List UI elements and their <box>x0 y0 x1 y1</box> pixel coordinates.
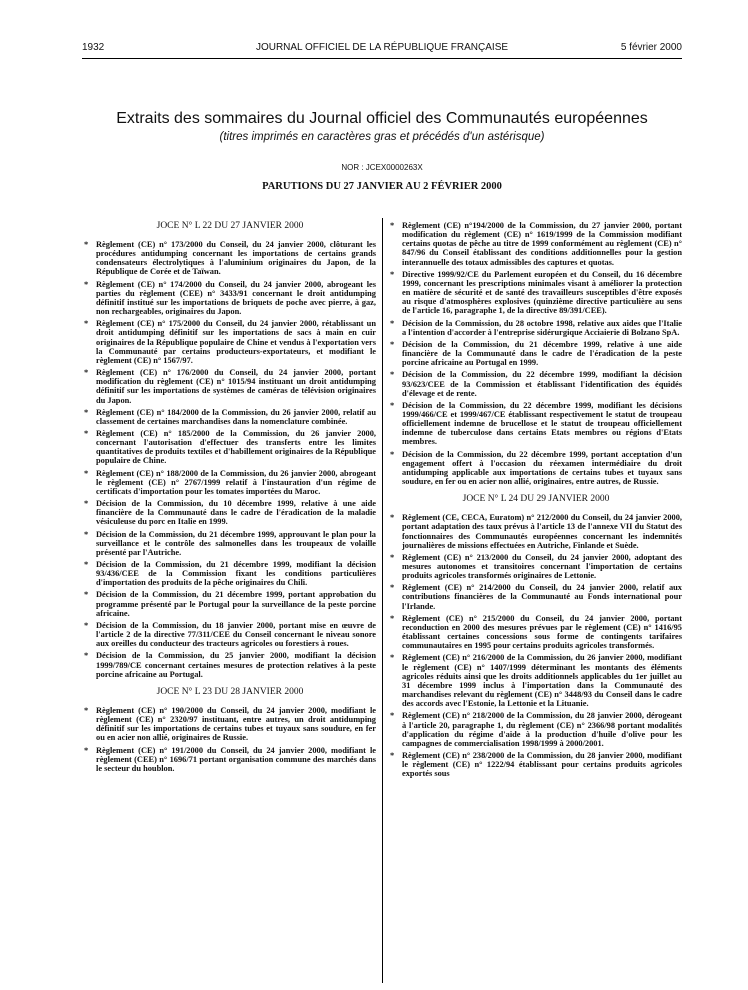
list-item <box>84 706 376 743</box>
list-item <box>84 621 376 648</box>
asterisk-marker: * <box>390 613 395 623</box>
list-item <box>390 653 682 708</box>
entry-text: Règlement (CE) n° 188/2000 de la Commission, du 26 janvier 2000, abrogeant le règlement (CE) n° 2767/1999 relatif à l'instauration d'un régime de certificats d'importation pour les tomates importées du Maroc. <box>96 468 376 496</box>
section-heading-l24: JOCE N° L 24 DU 29 JANVIER 2000 <box>462 494 610 505</box>
section-heading-l23: JOCE N° L 23 DU 28 JANVIER 2000 <box>156 686 304 697</box>
entry-text: Décision de la Commission, du 22 décembre 1999, modifiant les décisions 1999/466/CE et 1999/467/CE établissant respectivement le statut de troupeau officiellement indemne de brucellose et le statut de troupeau officiellement indemne de tuberculose dans certains Etats membres ou régions d'Etats membres. <box>402 400 682 447</box>
issue-date: 5 février 2000 <box>620 42 682 53</box>
entry-text: Règlement (CE) n° 215/2000 du Conseil, du 24 janvier 2000, portant reconduction en 2000 des mesures prévues par le règlement (CE) n° 1416/95 établissant certaines concessions sous forme de contingents tarifaires communautaires en 1995 pour certains produits agricoles transformés. <box>402 613 682 651</box>
list-item <box>390 221 682 267</box>
entry-text: Décision de la Commission, du 22 décembre 1999, portant acceptation d'un engagement offert à l'occasion du réexamen intermédiaire du droit antidumping applicable aux importations de certains tubes et tuyaux sans soudure, en fer ou en acier non allié, originaires, entre autres, de Russie. <box>402 449 682 487</box>
asterisk-marker: * <box>390 370 395 380</box>
asterisk-marker: * <box>84 428 89 438</box>
entry-text: Règlement (CE) n° 185/2000 de la Commission, du 26 janvier 2000, concernant l'autorisation d'effectuer des transferts entre les limites quantitatives de produits textiles et d'habillement originaires de la République populaire de Chine. <box>96 428 376 466</box>
page-title: Extraits des sommaires du Journal officiel des Communautés européennes <box>116 110 648 127</box>
entry-text: Règlement (CE) n° 191/2000 du Conseil, du 24 janvier 2000, modifiant le règlement (CEE) n° 1696/71 portant organisation commune des marchés dans le secteur du houblon. <box>96 745 376 773</box>
right-column <box>390 221 682 781</box>
parutions-heading: PARUTIONS DU 27 JANVIER AU 2 FÉVRIER 2000 <box>262 181 502 192</box>
asterisk-marker: * <box>84 468 89 478</box>
section-heading-l22: JOCE N° L 22 DU 27 JANVIER 2000 <box>156 221 304 231</box>
list-item <box>390 450 682 487</box>
list-item <box>84 280 376 317</box>
entry-text: Décision de la Commission, du 21 décembre 1999, modifiant la décision 93/436/CEE de la Commission fixant les conditions particulières d'importation des produits de la pêche originaires du Chili. <box>96 560 376 588</box>
entry-text: Directive 1999/92/CE du Parlement européen et du Conseil, du 16 décembre 1999, concernant les prescriptions minimales visant à améliorer la protection en matière de sécurité et de santé des travailleurs susceptibles d'être exposés au risque d'atmosphères explosives (quinzième directive particulière au sens de l'article 16, paragraphe 1, de la directive 89/391/CEE). <box>402 269 682 316</box>
entry-text: Décision de la Commission, du 28 octobre 1998, relative aux aides que l'Italie a l'intention d'accorder à l'entreprise sidérurgique Acciaierie di Bolzano SpA. <box>402 318 682 337</box>
entry-text: Décision de la Commission, du 18 janvier 2000, portant mise en œuvre de l'article 2 de la directive 77/311/CEE du Conseil concernant le niveau sonore aux oreilles du conducteur des tracteurs agricoles ou forestiers à roues. <box>96 620 376 649</box>
list-item <box>84 530 376 557</box>
asterisk-marker: * <box>390 269 395 279</box>
entry-text: Règlement (CE) n° 216/2000 de la Commission, du 26 janvier 2000, modifiant le règlement (CE) n° 1407/1999 déterminant les montants des éléments agricoles réduits ainsi que les droits additionnels applicables du 1er juillet au 31 décembre 1999 inclus à l'importation dans la Communauté des marchandises relevant du règlement (CE) n° 3448/93 du Conseil dans le cadre des accords avec l'Estonie, la Lettonie et la Lituanie. <box>402 653 682 709</box>
asterisk-marker: * <box>84 529 89 539</box>
list-item <box>390 583 682 610</box>
list-item <box>390 751 682 778</box>
entry-list-l22 <box>84 240 376 679</box>
running-header <box>82 42 682 56</box>
asterisk-marker: * <box>84 590 89 600</box>
entry-text: Règlement (CE) n° 238/2000 de la Commission, du 28 janvier 2000, modifiant le règlement (CE) n° 1222/94 établissant pour certains produits agricoles exportés sous <box>402 750 682 779</box>
header-rule <box>82 58 682 59</box>
list-item <box>84 746 376 773</box>
entry-text: Décision de la Commission, du 21 décembre 1999, portant approbation du programme présenté par le Portugal pour la surveillance de la peste porcine africaine. <box>96 590 376 618</box>
asterisk-marker: * <box>84 407 89 417</box>
entry-text: Décision de la Commission, du 21 décembre 1999, relative à une aide financière de la Communauté dans le cadre de l'éradication de la peste porcine africaine au Portugal en 1999. <box>402 339 682 368</box>
entry-list-l23 <box>84 706 376 773</box>
list-item <box>84 319 376 365</box>
list-item <box>84 560 376 587</box>
list-item <box>84 429 376 466</box>
list-item <box>84 368 376 405</box>
asterisk-marker: * <box>84 240 89 249</box>
asterisk-marker: * <box>390 653 395 663</box>
entry-text: Règlement (CE) n° 176/2000 du Conseil, du 24 janvier 2000, portant modification du règlement (CE) n° 1015/94 instituant un droit antidumping définitif sur les importations de systèmes de caméras de télévision originaires du Japon. <box>96 368 376 405</box>
asterisk-marker: * <box>390 318 395 328</box>
column-divider <box>382 218 383 983</box>
list-item <box>84 651 376 678</box>
list-item <box>390 553 682 580</box>
list-item <box>390 401 682 447</box>
entry-text: Règlement (CE) n° 175/2000 du Conseil, du 24 janvier 2000, rétablissant un droit antidumping définitif sur les importations de sacs à main en cuir originaires de la République populaire de Chine et vendus à l'exportation vers la Communauté par certains producteurs-exportateurs, et modifiant le règlement (CE) n° 1567/97. <box>96 319 376 365</box>
entry-text: Règlement (CE) n°194/2000 de la Commission, du 27 janvier 2000, portant modification du règlement (CE) n° 1619/1999 de la Commission modifiant certains quotas de pêche au titre de 1999 conformément au règlement (CE) n° 847/96 du Conseil établissant des conditions additionnelles pour la gestion interannuelle des totaux admissibles des captures et quotas. <box>402 221 682 267</box>
list-item <box>390 319 682 337</box>
page-number: 1932 <box>82 42 105 53</box>
list-item <box>390 711 682 748</box>
asterisk-marker: * <box>84 705 89 715</box>
asterisk-marker: * <box>390 552 395 562</box>
asterisk-marker: * <box>84 620 89 630</box>
entry-list-l24 <box>390 513 682 778</box>
asterisk-marker: * <box>84 560 89 569</box>
entry-text: Règlement (CE) n° 173/2000 du Conseil, du 24 janvier 2000, clôturant les procédures antidumping concernant les importations de certains grands condensateurs électrolytiques à l'aluminium originaires du Japon, de la République de Corée et de Taïwan. <box>96 240 376 277</box>
nor-reference: NOR : JCEX0000263X <box>341 163 423 172</box>
list-item <box>390 614 682 651</box>
entry-list-l23-continued <box>390 221 682 486</box>
asterisk-marker: * <box>84 745 89 755</box>
asterisk-marker: * <box>390 513 395 523</box>
entry-text: Décision de la Commission, du 25 janvier 2000, modifiant la décision 1999/789/CE concernant certaines mesures de protection relatives à la peste porcine africaine au Portugal. <box>96 651 376 679</box>
entry-text: Règlement (CE) n° 214/2000 du Conseil, du 24 janvier 2000, relatif aux contributions financières de la Communauté au Fonds international pour l'Irlande. <box>402 583 682 611</box>
list-item <box>84 499 376 526</box>
asterisk-marker: * <box>390 400 395 410</box>
asterisk-marker: * <box>84 499 89 509</box>
entry-text: Règlement (CE) n° 190/2000 du Conseil, du 24 janvier 2000, modifiant le règlement (CE) n° 2320/97 instituant, entre autres, un droit antidumping définitif sur les importations de certains tubes et tuyaux sans soudure, en fer ou en acier non allié, originaires de Russie. <box>96 705 376 743</box>
asterisk-marker: * <box>84 279 89 289</box>
page-subtitle: (titres imprimés en caractères gras et précédés d'un astérisque) <box>219 131 545 143</box>
entry-text: Décision de la Commission, du 10 décembre 1999, relative à une aide financière de la Communauté dans le cadre de l'éradication de la maladie vésiculeuse du porc en Italie en 1999. <box>96 499 376 527</box>
entry-text: Règlement (CE) n° 213/2000 du Conseil, du 24 janvier 2000, adoptant des mesures autonomes et transitoires concernant l'importation de certains produits agricoles transformés originaires de Lettonie. <box>402 552 682 581</box>
entry-text: Règlement (CE) n° 218/2000 de la Commission, du 28 janvier 2000, dérogeant à l'article 20, paragraphe 1, du règlement (CE) n° 2366/98 portant modalités d'application du régime d'aide à la production d'huile d'olive pour les campagnes de commercialisation 1998/1999 à 2000/2001. <box>402 711 682 748</box>
asterisk-marker: * <box>390 221 395 230</box>
entry-text: Règlement (CE) n° 184/2000 de la Commission, du 26 janvier 2000, relatif au classement de certaines marchandises dans la nomenclature combinée. <box>96 407 376 426</box>
journal-title: JOURNAL OFFICIEL DE LA RÉPUBLIQUE FRANÇAISE <box>255 42 509 53</box>
asterisk-marker: * <box>84 651 89 661</box>
left-column <box>84 221 376 776</box>
asterisk-marker: * <box>84 368 89 378</box>
asterisk-marker: * <box>390 711 395 721</box>
entry-text: Décision de la Commission, du 21 décembre 1999, approuvant le plan pour la surveillance et le contrôle des salmonelles dans les troupeaux de volaille présenté par l'Autriche. <box>96 529 376 557</box>
list-item <box>390 513 682 550</box>
list-item <box>84 469 376 496</box>
asterisk-marker: * <box>390 750 395 760</box>
asterisk-marker: * <box>390 583 395 593</box>
list-item <box>390 270 682 316</box>
asterisk-marker: * <box>84 319 89 329</box>
list-item <box>390 370 682 397</box>
list-item <box>390 340 682 367</box>
list-item <box>84 408 376 426</box>
asterisk-marker: * <box>390 449 395 459</box>
entry-text: Décision de la Commission, du 22 décembre 1999, modifiant la décision 93/623/CEE de la Commission et établissant l'identification des équidés d'élevage et de rente. <box>402 370 682 398</box>
list-item <box>84 590 376 617</box>
entry-text: Règlement (CE, CECA, Euratom) n° 212/2000 du Conseil, du 24 janvier 2000, portant adaptation des taux prévus à l'article 13 de l'annexe VII du Statut des fonctionnaires des Communautés européennes concernant les indemnités journalières de missions effectuées en Autriche, Finlande et Suède. <box>402 513 682 550</box>
list-item <box>84 240 376 277</box>
entry-text: Règlement (CE) n° 174/2000 du Conseil, du 24 janvier 2000, abrogeant les parties du règlement (CEE) n° 3433/91 concernant le droit antidumping définitif institué sur les importations de briquets de poche avec pierre, à gaz, non rechargeables, originaires du Japon. <box>96 279 376 317</box>
asterisk-marker: * <box>390 339 395 349</box>
